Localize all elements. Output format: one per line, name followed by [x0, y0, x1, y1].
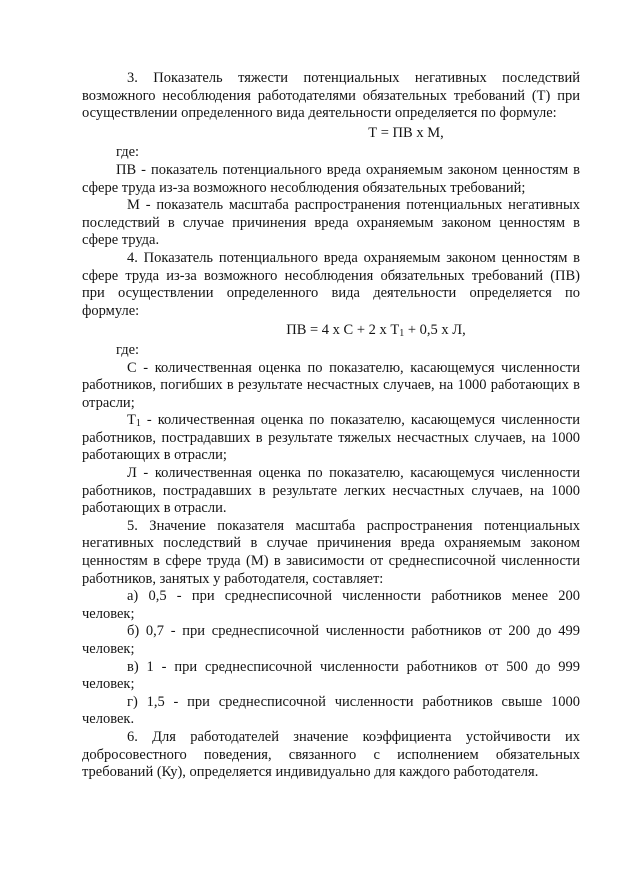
list-item-b: б) 0,7 - при среднесписочной численности работников от 200 до 499 человек;: [82, 623, 580, 657]
definition-m: М - показатель масштаба распространения потенциальных негативных последствий в случае причинения вреда охраняемым законом ценностям в сфере труда.: [82, 197, 580, 249]
formula-pv: [82, 322, 580, 340]
definition-t1-letter: Т: [127, 412, 136, 429]
where-label-1: где:: [116, 144, 140, 161]
formula-pv-part2: + 0,5 х Л,: [404, 322, 466, 339]
paragraph-4: 4. Показатель потенциального вреда охраняемым законом ценностям в сфере труда из-за возможного несоблюдения обязательных требований (ПВ) при осуществлении определенного вида деятельности определяется по формуле:: [82, 249, 580, 319]
definition-t1: [82, 412, 580, 465]
where-label-2: где:: [116, 341, 140, 358]
formula-pv-part1: ПВ = 4 х С + 2 х Т: [286, 322, 400, 339]
list-item-a: а) 0,5 - при среднесписочной численности работников менее 200 человек;: [82, 588, 580, 622]
document-body: [82, 70, 580, 782]
paragraph-5: 5. Значение показателя масштаба распространения потенциальных негативных последствий в случае причинения вреда охраняемым законом ценностям в сфере труда (М) в зависимости от среднесписочной численности работников, занятых у работодателя, составляет:: [82, 517, 580, 587]
paragraph-3: 3. Показатель тяжести потенциальных негативных последствий возможного несоблюдения работодателями обязательных требований (Т) при осуществлении определенного вида деятельности определяется по формуле:: [82, 70, 580, 122]
definition-l: Л - количественная оценка по показателю, касающемуся численности работников, пострадавших в результате легких несчастных случаев, на 1000 работающих в отрасли.: [82, 465, 580, 517]
list-item-v: в) 1 - при среднесписочной численности работников от 500 до 999 человек;: [82, 658, 580, 693]
definition-pv: ПВ - показатель потенциального вреда охраняемым законом ценностям в сфере труда из-за возможного несоблюдения обязательных требований;: [82, 161, 580, 196]
definition-c: С - количественная оценка по показателю, касающемуся численности работников, погибших в результате несчастных случаев, на 1000 работающих в отрасли;: [82, 359, 580, 411]
definition-t1-text: - количественная оценка по показателю, касающемуся численности работников, пострадавших в результате тяжелых несчастных случаев, на 1000 работающих в отрасли;: [82, 412, 580, 464]
paragraph-6: 6. Для работодателей значение коэффициента устойчивости их добросовестного поведения, связанного с исполнением обязательных требований (Ку), определяется индивидуально для каждого работодателя.: [82, 728, 580, 781]
formula-t: Т = ПВ х М,: [368, 124, 444, 141]
definition-t1-subscript: 1: [135, 418, 141, 430]
list-item-g: г) 1,5 - при среднесписочной численности работников свыше 1000 человек.: [82, 693, 580, 728]
formula-pv-subscript: 1: [399, 328, 405, 340]
